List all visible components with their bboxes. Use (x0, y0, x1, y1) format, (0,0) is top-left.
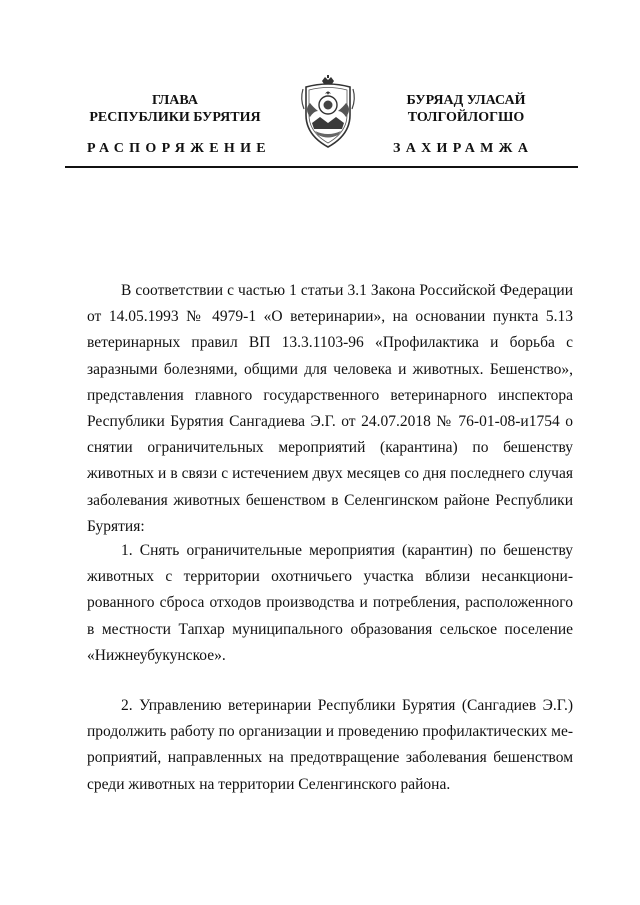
header-divider (65, 166, 578, 168)
issuer-title-buryat-line-2: ТОЛГОЙЛОГШО (407, 110, 525, 125)
issuer-title-buryat-line-1: БУРЯАД УЛАСАЙ (406, 93, 526, 108)
issuer-title-russian (84, 92, 266, 126)
order-item-2: 2. Управлению ветеринарии Республики Бурятия (Сангадиев Э.Г.) продолжить работу по организации и проведению профилактических мероприятий, направленных на предотвращение заболевания бешенством среди животных на территории Селенгинского района. (87, 697, 573, 793)
document-type-buryat: ЗАХИРАМЖА (393, 141, 534, 156)
issuer-title-line-1: ГЛАВА (152, 93, 198, 108)
document-type-russian: РАСПОРЯЖЕНИЕ (87, 141, 271, 156)
order-item-1: 1. Снять ограничительные мероприятия (карантин) по бешенству животных с территории охотничьего участка вблизи несанкционированного сброса отходов производства и потребления, расположенного в местности Тапхар муниципального образования сельское поселение «Нижнеубукунское». (87, 542, 573, 664)
issuer-title-line-2: РЕСПУБЛИКИ БУРЯТИЯ (89, 110, 261, 125)
preamble-paragraph: В соответствии с частью 1 статьи 3.1 Закона Российской Федерации от 14.05.1993 № 4979-1 «О ветеринарии», на основании пункта 5.13 ветеринарных правил ВП 13.3.1103-96 «Профилактика и борьба с заразными болезнями, общими для человека и животных. Бешенство», представления главного государственного ветеринарного инспектора Республики Бурятия Сангадиева Э.Г. от 24.07.2018 № 76-01-08-и1754 о снятии ограничительных мероприятий (карантина) по бешенству животных и в связи с истечением двух месяцев со дня последнего случая заболевания животных бешенством в Селенгинском районе Республики Бурятия: (87, 282, 573, 535)
coat-of-arms-emblem (298, 75, 358, 150)
issuer-title-buryat (380, 92, 552, 126)
